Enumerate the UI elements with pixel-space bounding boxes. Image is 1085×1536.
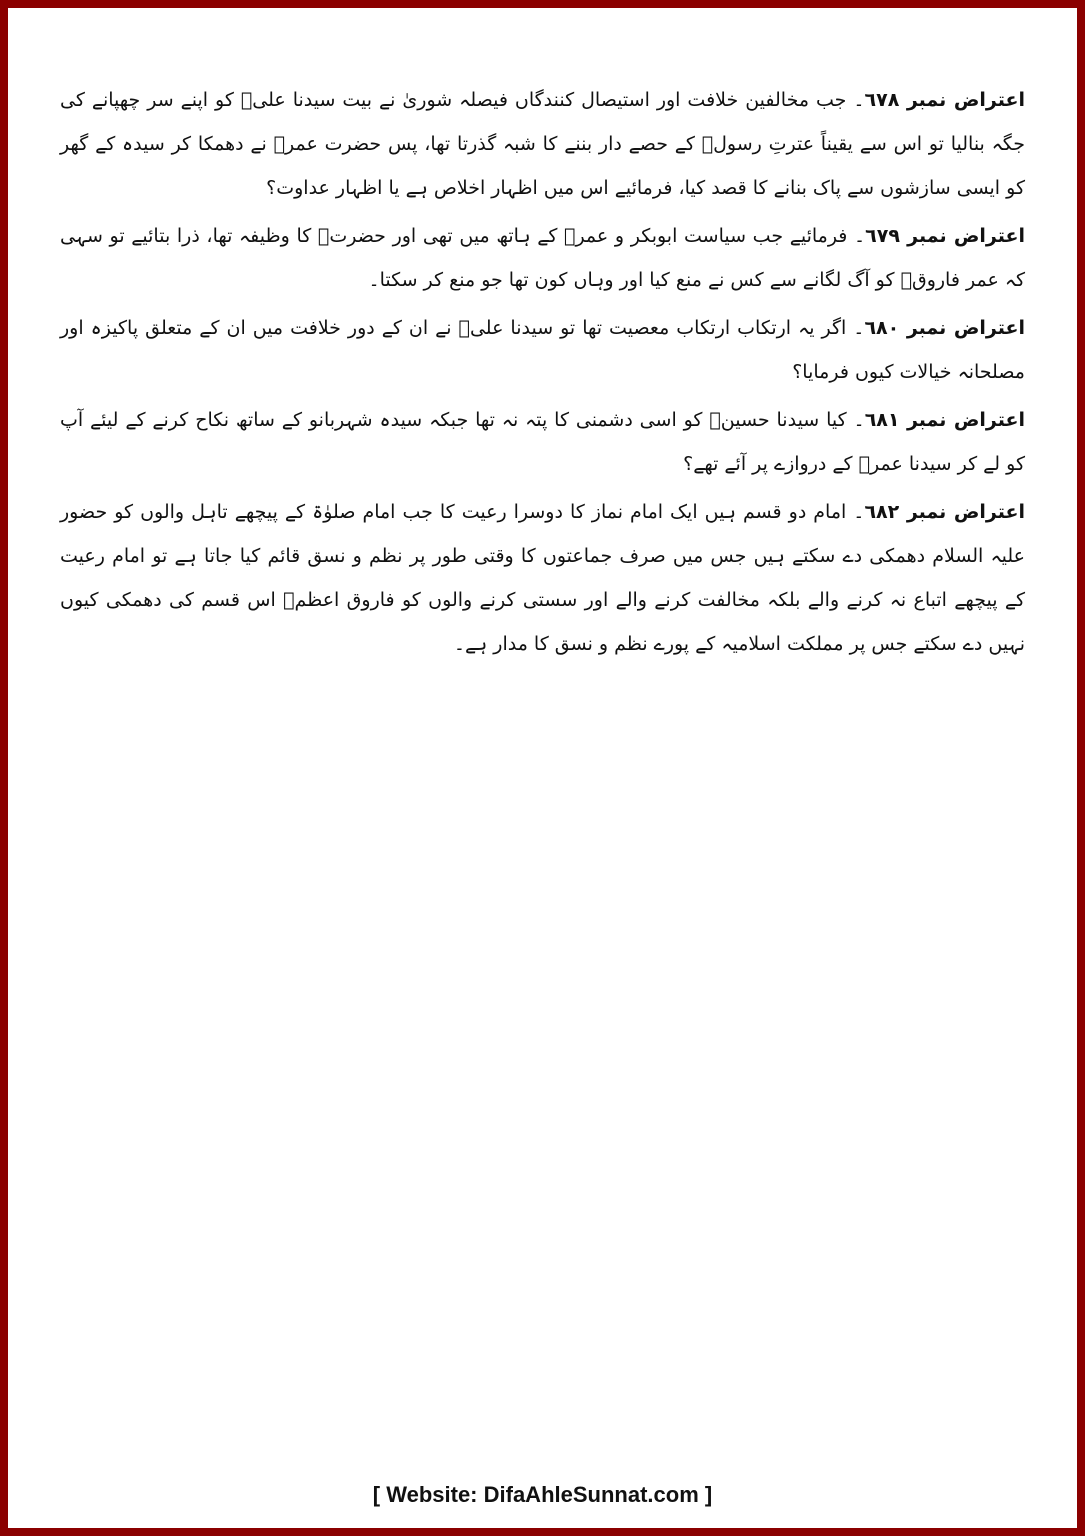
objection-label: اعتراض نمبر ٦٨١ [864, 409, 1026, 431]
objection-label: اعتراض نمبر ٦٨٢ [864, 501, 1025, 523]
objection-label: اعتراض نمبر ٦٧٩ [865, 225, 1025, 247]
objection-682 [60, 490, 1025, 666]
objection-text: ۔ امام دو قسم ہیں ایک امام نماز کا دوسرا رعیت کا جب امام صلوٰۃ کے پیچھے تاہل والوں کو حضور علیہ السلام دھمکی دے سکتے ہیں جس میں صرف جماعتوں کا وقتی طور پر نظم و نسق قائم کیا جاتا ہے تو امام رعیت کے پیچھے اتباع نہ کرنے والے بلکہ مخالفت کرنے والے اور سستی کرنے والوں کو فاروق اعظمؓ اس قسم کی دھمکی کیوں نہیں دے سکتے جس پر مملکت اسلامیہ کے پورے نظم و نسق کا مدار ہے۔ [60, 501, 1025, 655]
objection-text: ۔ کیا سیدنا حسینؓ کو اسی دشمنی کا پتہ نہ تھا جبکہ سیدہ شہربانو کے ساتھ نکاح کرنے کے لیئے آپ کو لے کر سیدنا عمرؓ کے دروازے پر آئے تھے؟ [60, 409, 1025, 475]
objection-679 [60, 214, 1025, 302]
objection-681 [60, 398, 1025, 486]
objection-680 [60, 306, 1025, 394]
document-body [60, 78, 1025, 670]
objection-678 [60, 78, 1025, 210]
objection-label: اعتراض نمبر ٦٨٠ [864, 317, 1025, 339]
objection-text: ۔ جب مخالفین خلافت اور استیصال کنندگاں فیصلہ شوریٰ نے بیت سیدنا علیؓ کو اپنے سر چھپانے کی جگہ بنالیا تو اس سے یقیناً عترتِ رسولؐ کے حصے دار بننے کا شبہ گذرتا تھا، پس حضرت عمرؓ نے دھمکا کر سیدہ کے گھر کو ایسی سازشوں سے پاک بنانے کا قصد کیا، فرمائیے اس میں اظہار اخلاص ہے یا اظہار عداوت؟ [60, 89, 1025, 199]
website-footer: [ Website: DifaAhleSunnat.com ] [372, 1482, 713, 1507]
objection-text: ۔ فرمائیے جب سیاست ابوبکر و عمرؓ کے ہاتھ میں تھی اور حضرتؓ کا وظیفہ تھا، ذرا بتائیے تو سہی کہ عمر فاروقؓ کو آگ لگانے سے کس نے منع کیا اور وہاں کون تھا جو منع کر سکتا۔ [60, 225, 1025, 291]
objection-text: ۔ اگر یہ ارتکاب ارتکاب معصیت تھا تو سیدنا علیؓ نے ان کے دور خلافت میں ان کے متعلق پاکیزہ اور مصلحانہ خیالات کیوں فرمایا؟ [60, 317, 1025, 383]
objection-label: اعتراض نمبر ٦٧٨ [864, 89, 1025, 111]
